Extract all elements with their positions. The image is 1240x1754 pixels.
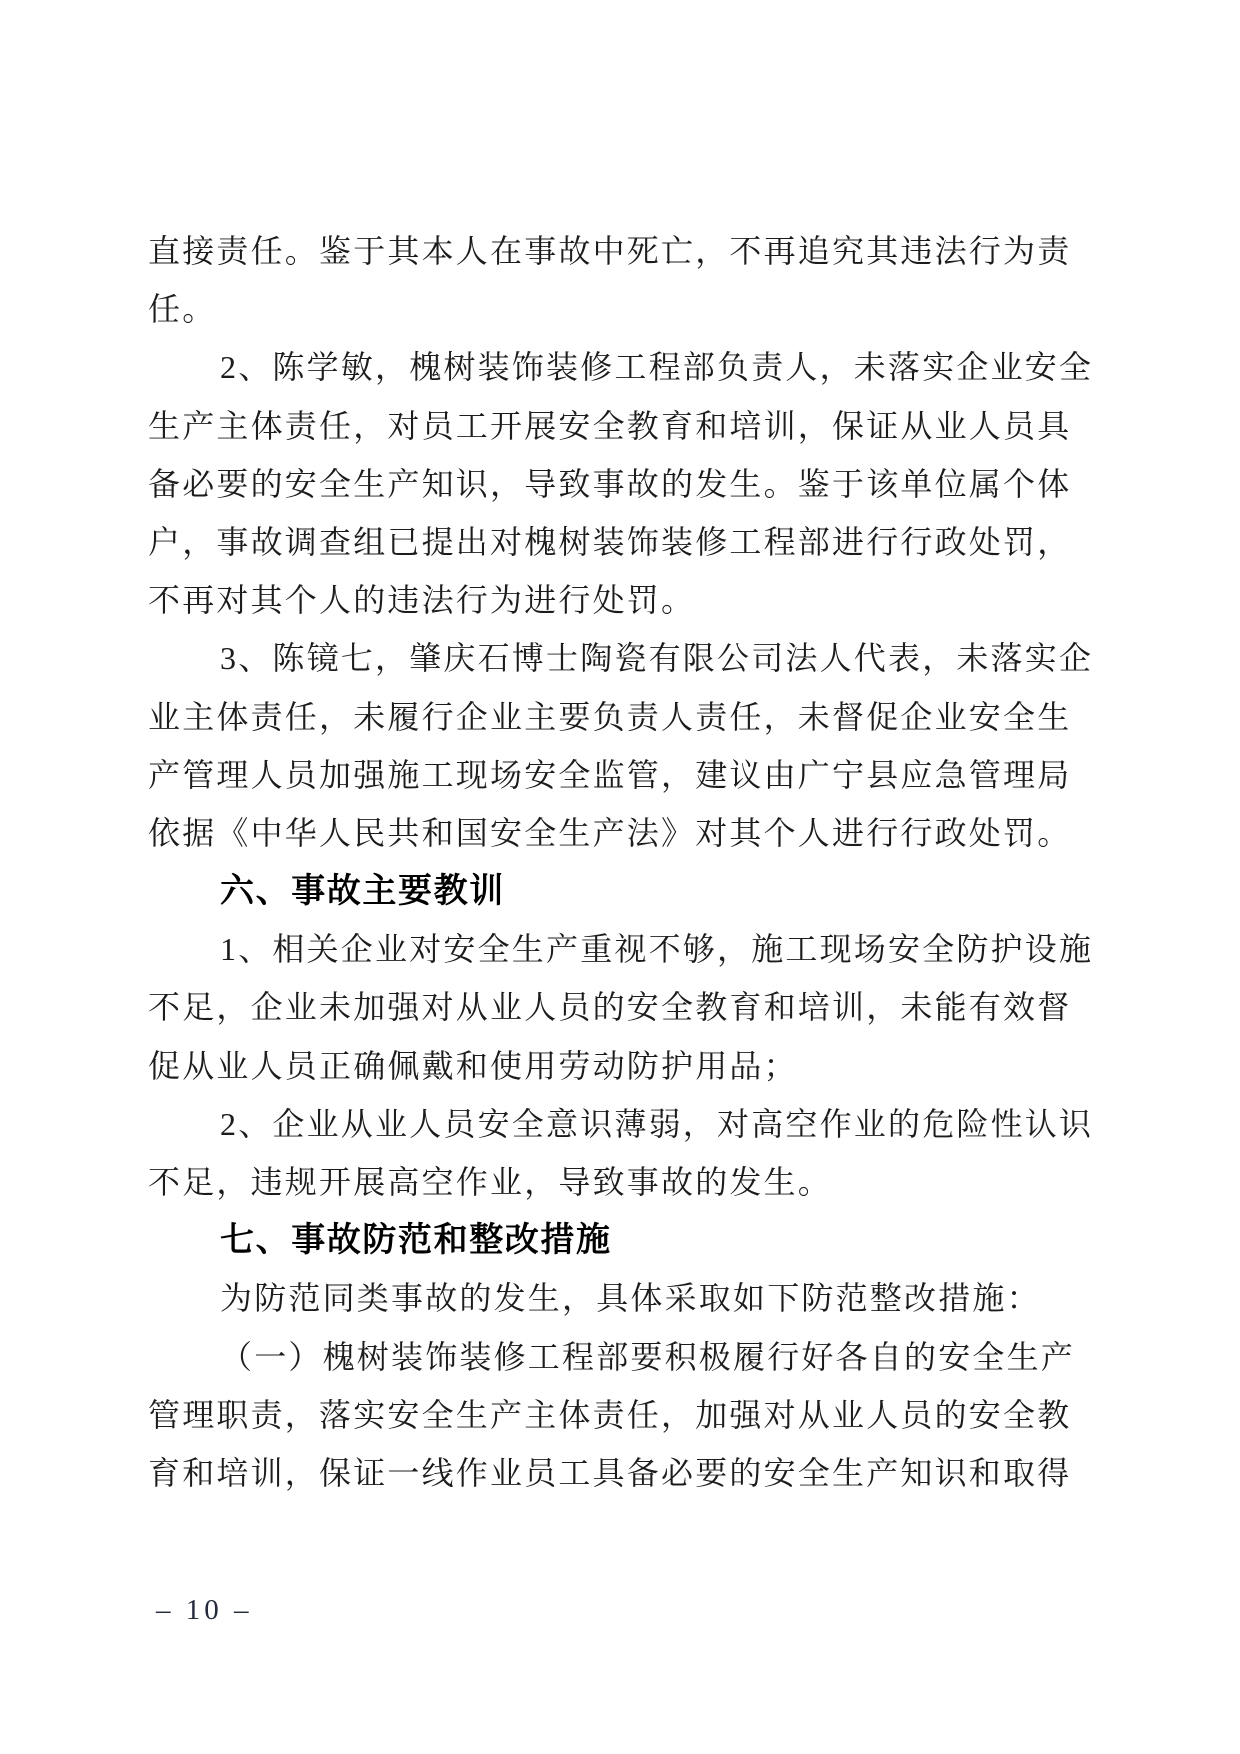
paragraph-line: 任。	[148, 291, 217, 328]
paragraph-line: 育和培训，保证一线作业员工具备必要的安全生产知识和取得	[148, 1454, 1072, 1491]
document-body	[148, 222, 1094, 1502]
paragraph-line: 3、陈镜七，肇庆石博士陶瓷有限公司法人代表，未落实企	[220, 640, 1094, 677]
section-heading: 六、事故主要教训	[220, 872, 505, 911]
paragraph-line: 1、相关企业对安全生产重视不够，施工现场安全防护设施	[220, 931, 1094, 968]
paragraph-line: 业主体责任，未履行企业主要负责人责任，未督促企业安全生	[148, 698, 1072, 735]
paragraph-line: 依据《中华人民共和国安全生产法》对其个人进行行政处罚。	[148, 814, 1072, 851]
paragraph-line: 直接责任。鉴于其本人在事故中死亡，不再追究其违法行为责	[148, 233, 1072, 269]
paragraph-line: 不再对其个人的违法行为进行处罚。	[148, 582, 696, 619]
paragraph-line: 生产主体责任，对员工开展安全教育和培训，保证从业人员具	[148, 407, 1072, 444]
paragraph-line: 为防范同类事故的发生，具体采取如下防范整改措施：	[220, 1280, 1041, 1317]
paragraph-line: 2、陈学敏，槐树装饰装修工程部负责人，未落实企业安全	[220, 349, 1094, 386]
page-number: – 10 –	[156, 1594, 253, 1626]
paragraph-line: 户，事故调查组已提出对槐树装饰装修工程部进行行政处罚，	[148, 523, 1072, 560]
paragraph-line: 管理职责，落实安全生产主体责任，加强对从业人员的安全教	[148, 1396, 1072, 1433]
paragraph-line: 产管理人员加强施工现场安全监管，建议由广宁县应急管理局	[148, 756, 1072, 793]
paragraph-line: 备必要的安全生产知识，导致事故的发生。鉴于该单位属个体	[148, 465, 1072, 502]
paragraph-line: 不足，违规开展高空作业，导致事故的发生。	[148, 1164, 833, 1200]
paragraph-line: 不足，企业未加强对从业人员的安全教育和培训，未能有效督	[148, 989, 1072, 1026]
paragraph-line: 2、企业从业人员安全意识薄弱，对高空作业的危险性认识	[220, 1105, 1094, 1142]
paragraph-line: （一）槐树装饰装修工程部要积极履行好各自的安全生产	[220, 1338, 1076, 1375]
section-heading: 七、事故防范和整改措施	[220, 1221, 612, 1260]
paragraph-line: 促从业人员正确佩戴和使用劳动防护用品；	[148, 1047, 798, 1084]
